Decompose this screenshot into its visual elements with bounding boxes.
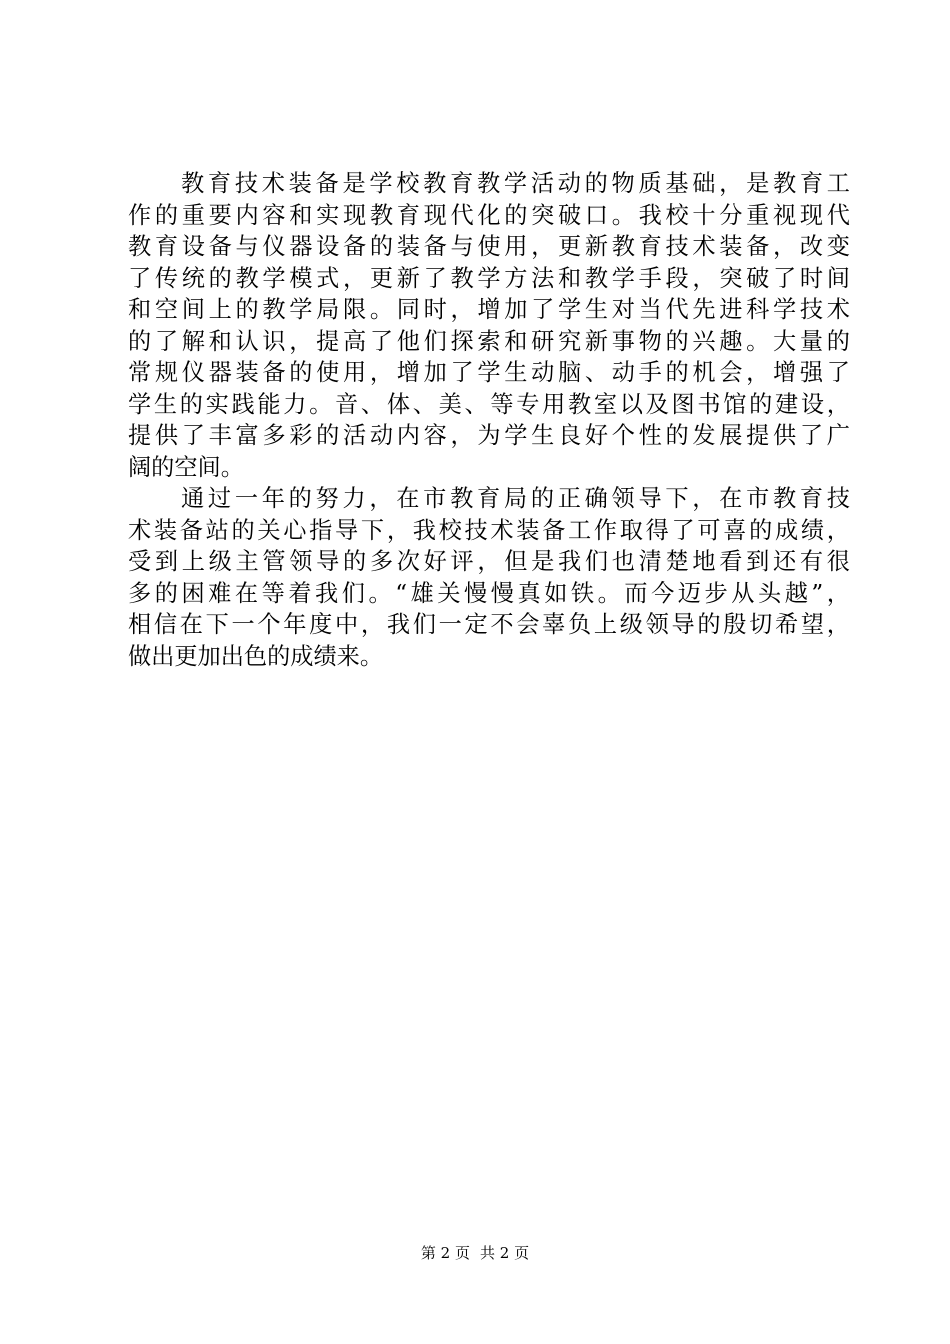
paragraph-1-line-8: 学生的实践能力。音、体、美、等专用教室以及图书馆的建设， [128,390,850,418]
paragraph-2-line-3: 受到上级主管领导的多次好评，但是我们也清楚地看到还有很 [128,548,850,575]
paragraph-2-line-2: 术装备站的关心指导下，我校技术装备工作取得了可喜的成绩， [128,516,850,544]
paragraph-1-line-5: 和空间上的教学局限。同时，增加了学生对当代先进科学技术 [128,296,850,323]
paragraph-1-line-9: 提供了丰富多彩的活动内容，为学生良好个性的发展提供了广 [128,422,850,449]
paragraph-2-line-4: 多的困难在等着我们。“雄关慢慢真如铁。而今迈步从头越”， [128,579,850,607]
paragraph-2-line-6: 做出更加出色的成绩来。 [128,642,384,670]
paragraph-1-line-6: 的了解和认识，提高了他们探索和研究新事物的兴趣。大量的 [128,327,850,355]
paragraph-2-line-5: 相信在下一个年度中，我们一定不会辜负上级领导的殷切希望， [128,611,850,638]
document-body [128,168,850,672]
page-footer [0,1243,950,1263]
paragraph-2-line-1: 通过一年的努力，在市教育局的正确领导下，在市教育技 [181,485,850,512]
paragraph-1-line-1: 教育技术装备是学校教育教学活动的物质基础，是教育工 [181,170,850,197]
paragraph-1-line-7: 常规仪器装备的使用，增加了学生动脑、动手的机会，增强了 [128,359,850,386]
paragraph-1-line-2: 作的重要内容和实现教育现代化的突破口。我校十分重视现代 [128,201,850,229]
page-total-label: 共 2 页 [480,1244,530,1262]
paragraph-1-line-4: 了传统的教学模式，更新了教学方法和教学手段，突破了时间 [128,264,850,292]
page-number-label: 第 2 页 [420,1244,470,1262]
paragraph-1-line-10: 阔的空间。 [128,453,244,481]
paragraph-1-line-3: 教育设备与仪器设备的装备与使用，更新教育技术装备，改变 [128,233,850,260]
